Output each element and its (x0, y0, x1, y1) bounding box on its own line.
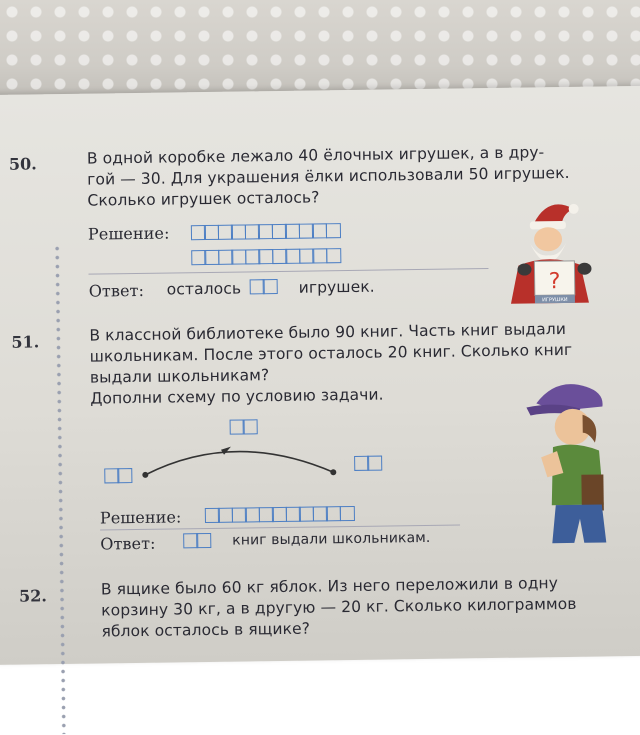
scheme-arc (95, 430, 386, 494)
task-51-line-2: школьникам. После этого осталось 20 книг. Сколько книг (89, 340, 573, 366)
box-question-mark: ? (548, 269, 561, 295)
task-50-answer-label: Ответ: (88, 280, 145, 301)
task-51-solution-cells[interactable] (206, 506, 355, 523)
box-label: ИГРУШКИ (542, 296, 568, 304)
task-50-number: 50. (8, 154, 37, 174)
task-51-answer-after: книг выдали школьникам. (232, 529, 431, 549)
scheme-left-cells[interactable] (105, 468, 132, 483)
task-50-answer-cells[interactable] (251, 279, 278, 294)
task-50-line-2: гой — 30. Для украшения ёлки использовали 50 игрушек. (87, 163, 570, 189)
margin-dots (54, 244, 67, 734)
task-51-answer-cells[interactable] (184, 533, 211, 548)
task-50-answer-after: игрушек. (298, 277, 375, 297)
task-52-line-1: В ящике было 60 кг яблок. Из него переложили в одну (100, 574, 559, 599)
task-50-answer-rule (89, 268, 489, 275)
task-51-line-1: В классной библиотеке было 90 книг. Часть книг выдали (89, 319, 567, 345)
workbook-page (0, 86, 640, 665)
task-51-solution-label: Решение: (99, 507, 182, 528)
task-52-line-3: яблок осталось в ящике? (101, 619, 311, 641)
task-51-number: 51. (11, 332, 40, 352)
boy-illustration (516, 376, 623, 547)
task-50-solution-cells-1[interactable] (192, 223, 341, 240)
scheme-right-cells[interactable] (355, 456, 382, 471)
task-51-line-3: выдали школьникам? (89, 366, 270, 387)
task-51-answer-label: Ответ: (100, 533, 156, 554)
task-50-answer-before: осталось (166, 279, 242, 299)
task-50-solution-label: Решение: (87, 223, 170, 244)
task-50-solution-cells-2[interactable] (192, 248, 341, 265)
santa-illustration (503, 194, 615, 306)
task-50-line-1: В одной коробке лежало 40 ёлочных игрушек, а в дру- (86, 143, 545, 168)
task-51-line-4: Дополни схему по условию задачи. (90, 385, 384, 408)
task-52-line-2: корзину 30 кг, а в другую — 20 кг. Сколько килограммов (101, 594, 577, 620)
task-52-number: 52. (18, 586, 47, 606)
task-50-line-3: Сколько игрушек осталось? (87, 188, 320, 210)
